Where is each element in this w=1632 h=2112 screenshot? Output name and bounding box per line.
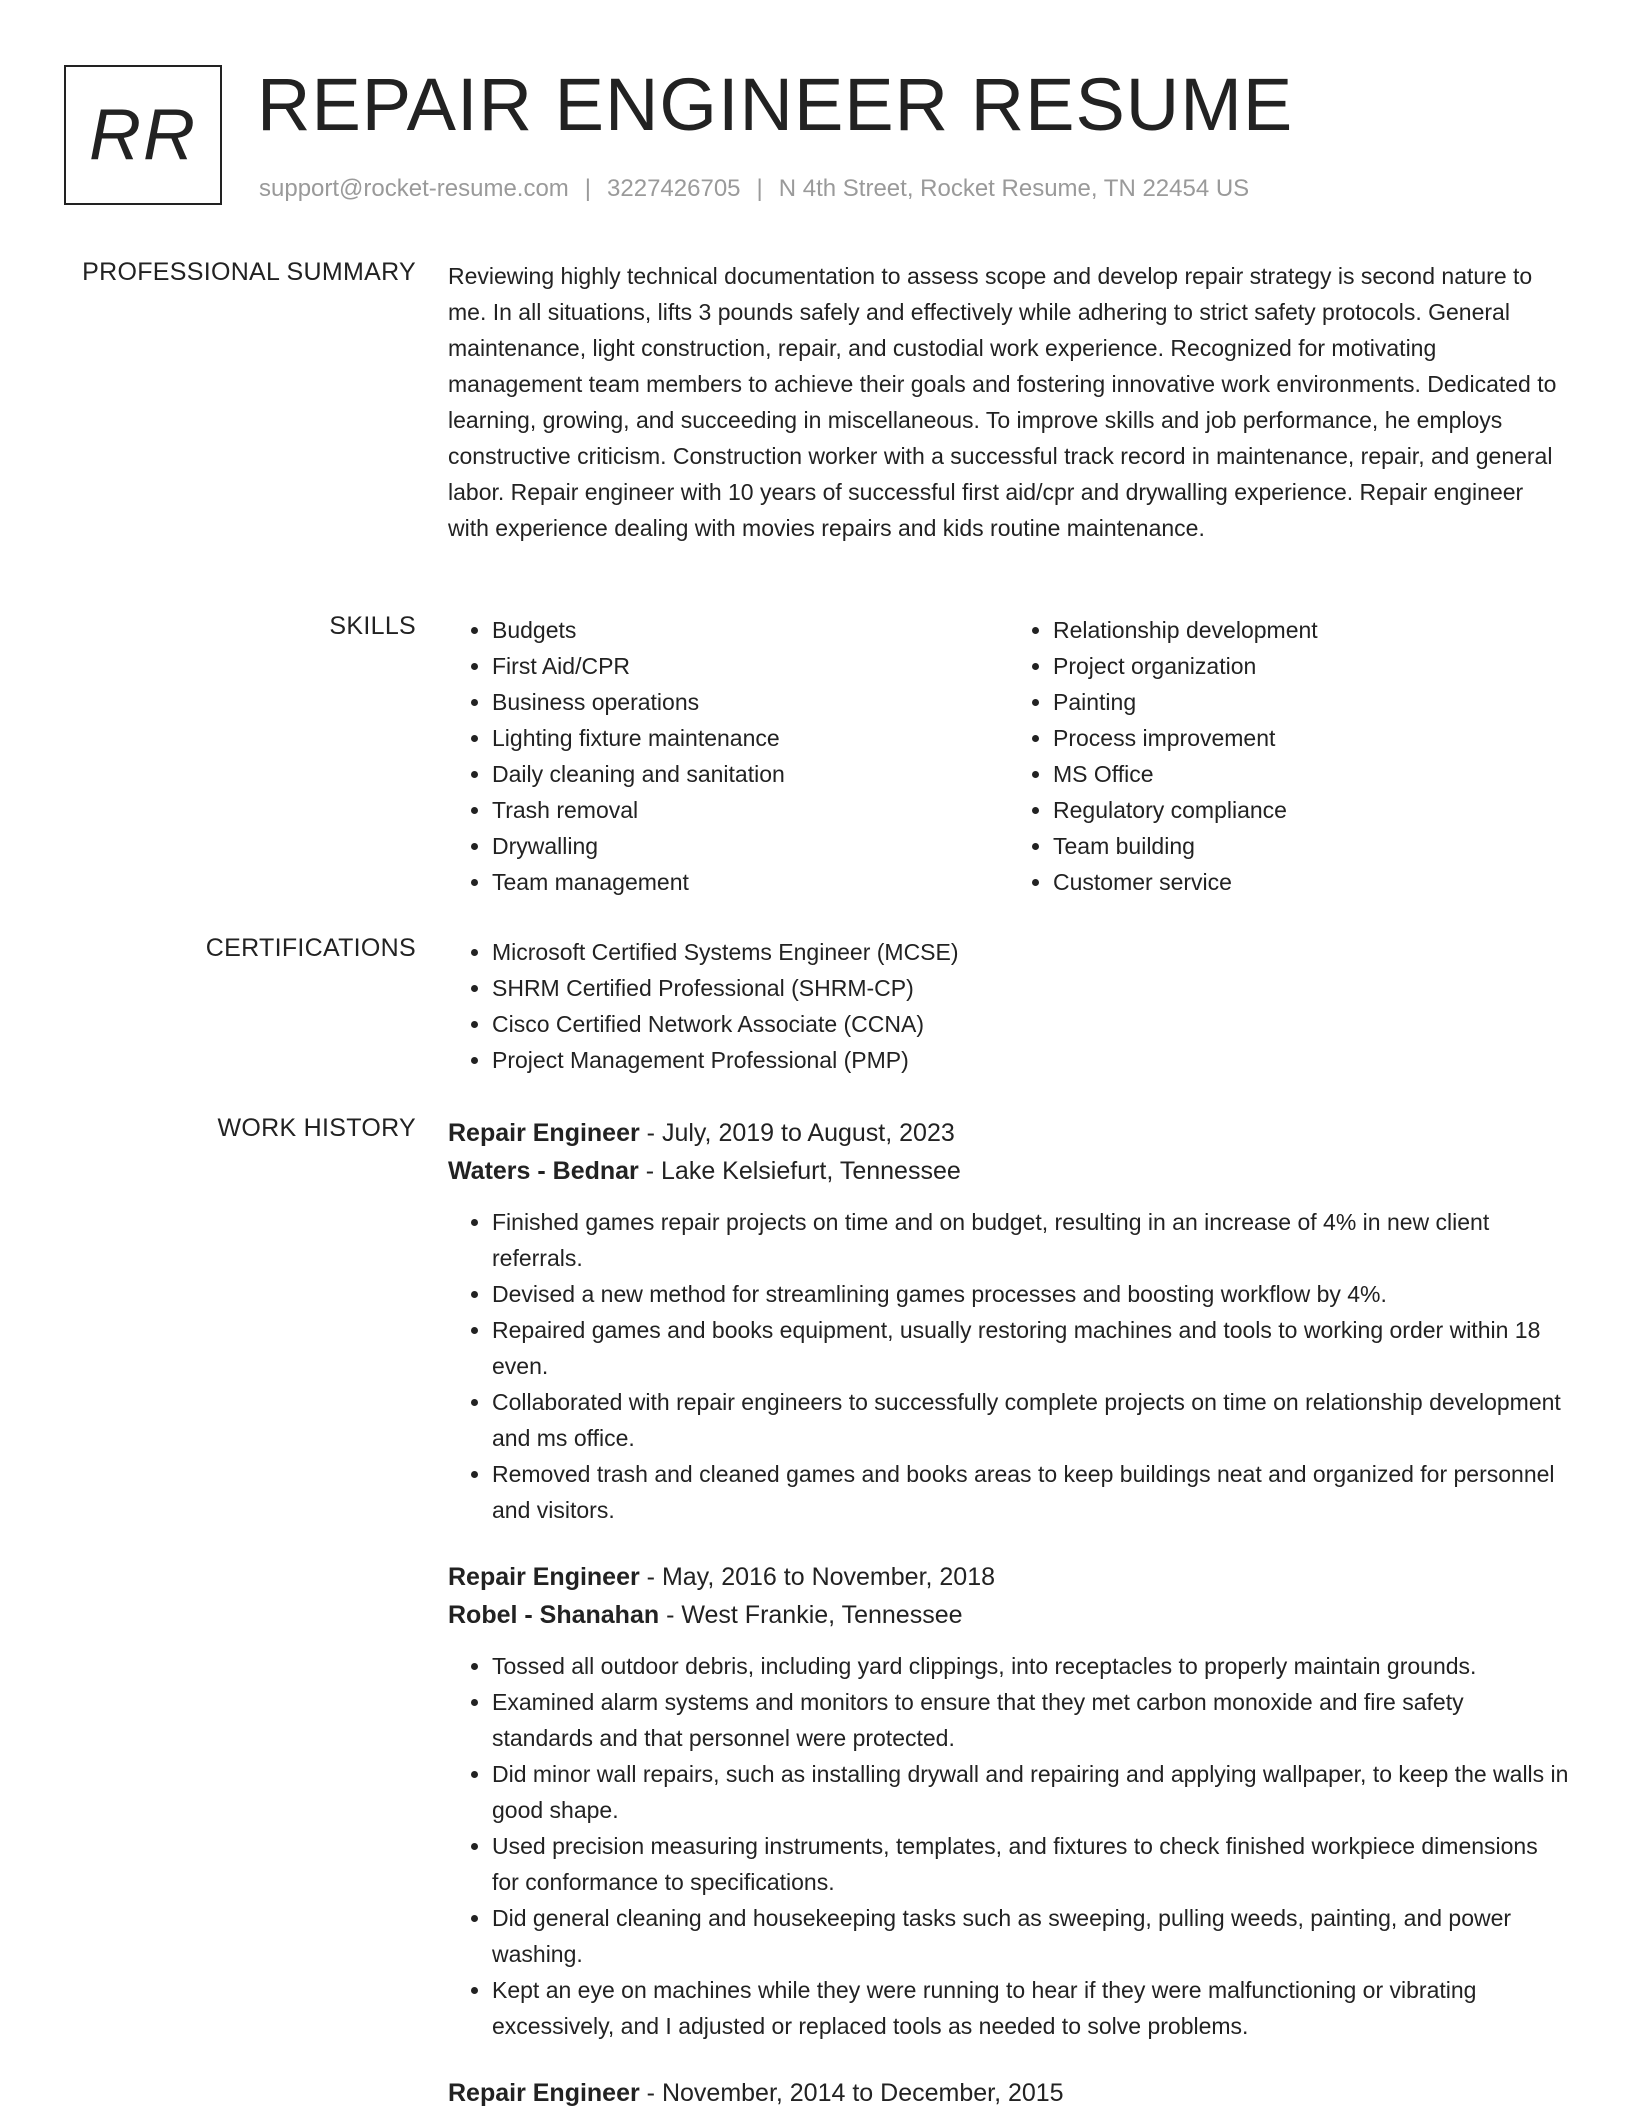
resume-title: REPAIR ENGINEER RESUME bbox=[257, 63, 1294, 146]
job-title-line bbox=[448, 1114, 1570, 1152]
job-company-line bbox=[448, 1152, 1570, 1190]
job-bullet: • Collaborated with repair engineers to successfully complete projects on time on relationship development and ms office. bbox=[492, 1384, 1570, 1456]
monogram-logo: RR bbox=[64, 65, 222, 205]
job-entry bbox=[448, 2074, 1570, 2112]
job-bullet: • Kept an eye on machines while they were running to hear if they were malfunctioning or vibrating excessively, and I adjusted or replaced tools as needed to solve problems. bbox=[492, 1972, 1570, 2044]
skill-item: • Lighting fixture maintenance bbox=[492, 720, 1009, 756]
contact-email[interactable]: support@rocket-resume.com bbox=[259, 175, 569, 202]
job-title: Repair Engineer bbox=[448, 1563, 640, 1591]
skill-item: • Daily cleaning and sanitation bbox=[492, 756, 1009, 792]
certification-item: • Cisco Certified Network Associate (CCNA) bbox=[492, 1006, 1570, 1042]
job-bullet: • Tossed all outdoor debris, including yard clippings, into receptacles to properly maintain grounds. bbox=[492, 1648, 1570, 1684]
skill-item: • Painting bbox=[1053, 684, 1570, 720]
job-bullets bbox=[448, 1204, 1570, 1528]
job-location: - Lake Kelsiefurt, Tennessee bbox=[638, 1157, 961, 1185]
skill-item: • Business operations bbox=[492, 684, 1009, 720]
job-entry bbox=[448, 1558, 1570, 2044]
skills-columns bbox=[448, 612, 1570, 900]
job-bullet: • Repaired games and books equipment, usually restoring machines and tools to working order within 18 even. bbox=[492, 1312, 1570, 1384]
job-bullet: • Finished games repair projects on time and on budget, resulting in an increase of 4% in new client referrals. bbox=[492, 1204, 1570, 1276]
job-dates: - November, 2014 to December, 2015 bbox=[639, 2079, 1064, 2107]
skill-item: • Project organization bbox=[1053, 648, 1570, 684]
job-title: Repair Engineer bbox=[448, 1119, 640, 1147]
job-bullet: • Examined alarm systems and monitors to ensure that they met carbon monoxide and fire safety standards and that personnel were protected. bbox=[492, 1684, 1570, 1756]
certifications-list bbox=[448, 934, 1570, 1078]
job-bullet: • Did minor wall repairs, such as installing drywall and repairing and applying wallpaper, to keep the walls in good shape. bbox=[492, 1756, 1570, 1828]
work-history-heading: WORK HISTORY bbox=[217, 1114, 416, 1142]
skill-item: • Drywalling bbox=[492, 828, 1009, 864]
job-bullets bbox=[448, 1648, 1570, 2044]
skill-item: • Process improvement bbox=[1053, 720, 1570, 756]
certification-item: • SHRM Certified Professional (SHRM-CP) bbox=[492, 970, 1570, 1006]
certification-item: • Microsoft Certified Systems Engineer (MCSE) bbox=[492, 934, 1570, 970]
summary-text: Reviewing highly technical documentation to assess scope and develop repair strategy is second nature to me. In all situations, lifts 3 pounds safely and effectively while adhering to strict safety protocols. General maintenance, light construction, repair, and custodial work experience. Recognized for motivating management team members to achieve their goals and fostering innovative work environments. Dedicated to learning, growing, and succeeding in miscellaneous. To improve skills and job performance, he employs constructive criticism. Construction worker with a successful track record in maintenance, repair, and general labor. Repair engineer with 10 years of successful first aid/cpr and drywalling experience. Repair engineer with experience dealing with movies repairs and kids routine maintenance. bbox=[448, 263, 1557, 541]
contact-address: N 4th Street, Rocket Resume, TN 22454 US bbox=[778, 175, 1250, 202]
skills-list-left bbox=[448, 612, 1009, 900]
job-company: Robel - Shanahan bbox=[448, 1601, 660, 1629]
job-bullet: • Devised a new method for streamlining games processes and boosting workflow by 4%. bbox=[492, 1276, 1570, 1312]
resume-header bbox=[64, 65, 1564, 215]
skill-item: • Team building bbox=[1053, 828, 1570, 864]
skill-item: • Regulatory compliance bbox=[1053, 792, 1570, 828]
certifications-heading: CERTIFICATIONS bbox=[205, 934, 416, 962]
job-company: Waters - Bednar bbox=[448, 1157, 639, 1185]
job-bullet: • Removed trash and cleaned games and books areas to keep buildings neat and organized for personnel and visitors. bbox=[492, 1456, 1570, 1528]
job-company-line bbox=[448, 1596, 1570, 1634]
job-dates: - May, 2016 to November, 2018 bbox=[639, 1563, 996, 1591]
summary-heading: PROFESSIONAL SUMMARY bbox=[82, 258, 416, 286]
job-location: - West Frankie, Tennessee bbox=[659, 1601, 963, 1629]
skill-item: • Trash removal bbox=[492, 792, 1009, 828]
job-dates: - July, 2019 to August, 2023 bbox=[639, 1119, 955, 1147]
job-bullet: • Did general cleaning and housekeeping tasks such as sweeping, pulling weeds, painting, and power washing. bbox=[492, 1900, 1570, 1972]
job-title-line bbox=[448, 1558, 1570, 1596]
skill-item: • Customer service bbox=[1053, 864, 1570, 900]
skill-item: • Team management bbox=[492, 864, 1009, 900]
contact-separator: | bbox=[756, 175, 763, 202]
certifications-body bbox=[448, 934, 1570, 1078]
job-entry bbox=[448, 1114, 1570, 1528]
skill-item: • Budgets bbox=[492, 612, 1009, 648]
work-history-body bbox=[448, 1114, 1570, 2112]
contact-separator: | bbox=[584, 175, 592, 202]
job-bullet: • Used precision measuring instruments, templates, and fixtures to check finished workpiece dimensions for conformance to specifications. bbox=[492, 1828, 1570, 1900]
contact-line bbox=[259, 175, 1249, 203]
contact-phone[interactable]: 3227426705 bbox=[607, 175, 741, 202]
skills-list-right bbox=[1009, 612, 1570, 900]
skills-heading: SKILLS bbox=[329, 612, 416, 640]
job-title-line bbox=[448, 2074, 1570, 2112]
skill-item: • First Aid/CPR bbox=[492, 648, 1009, 684]
skill-item: • Relationship development bbox=[1053, 612, 1570, 648]
job-title: Repair Engineer bbox=[448, 2079, 640, 2107]
skill-item: • MS Office bbox=[1053, 756, 1570, 792]
certification-item: • Project Management Professional (PMP) bbox=[492, 1042, 1570, 1078]
